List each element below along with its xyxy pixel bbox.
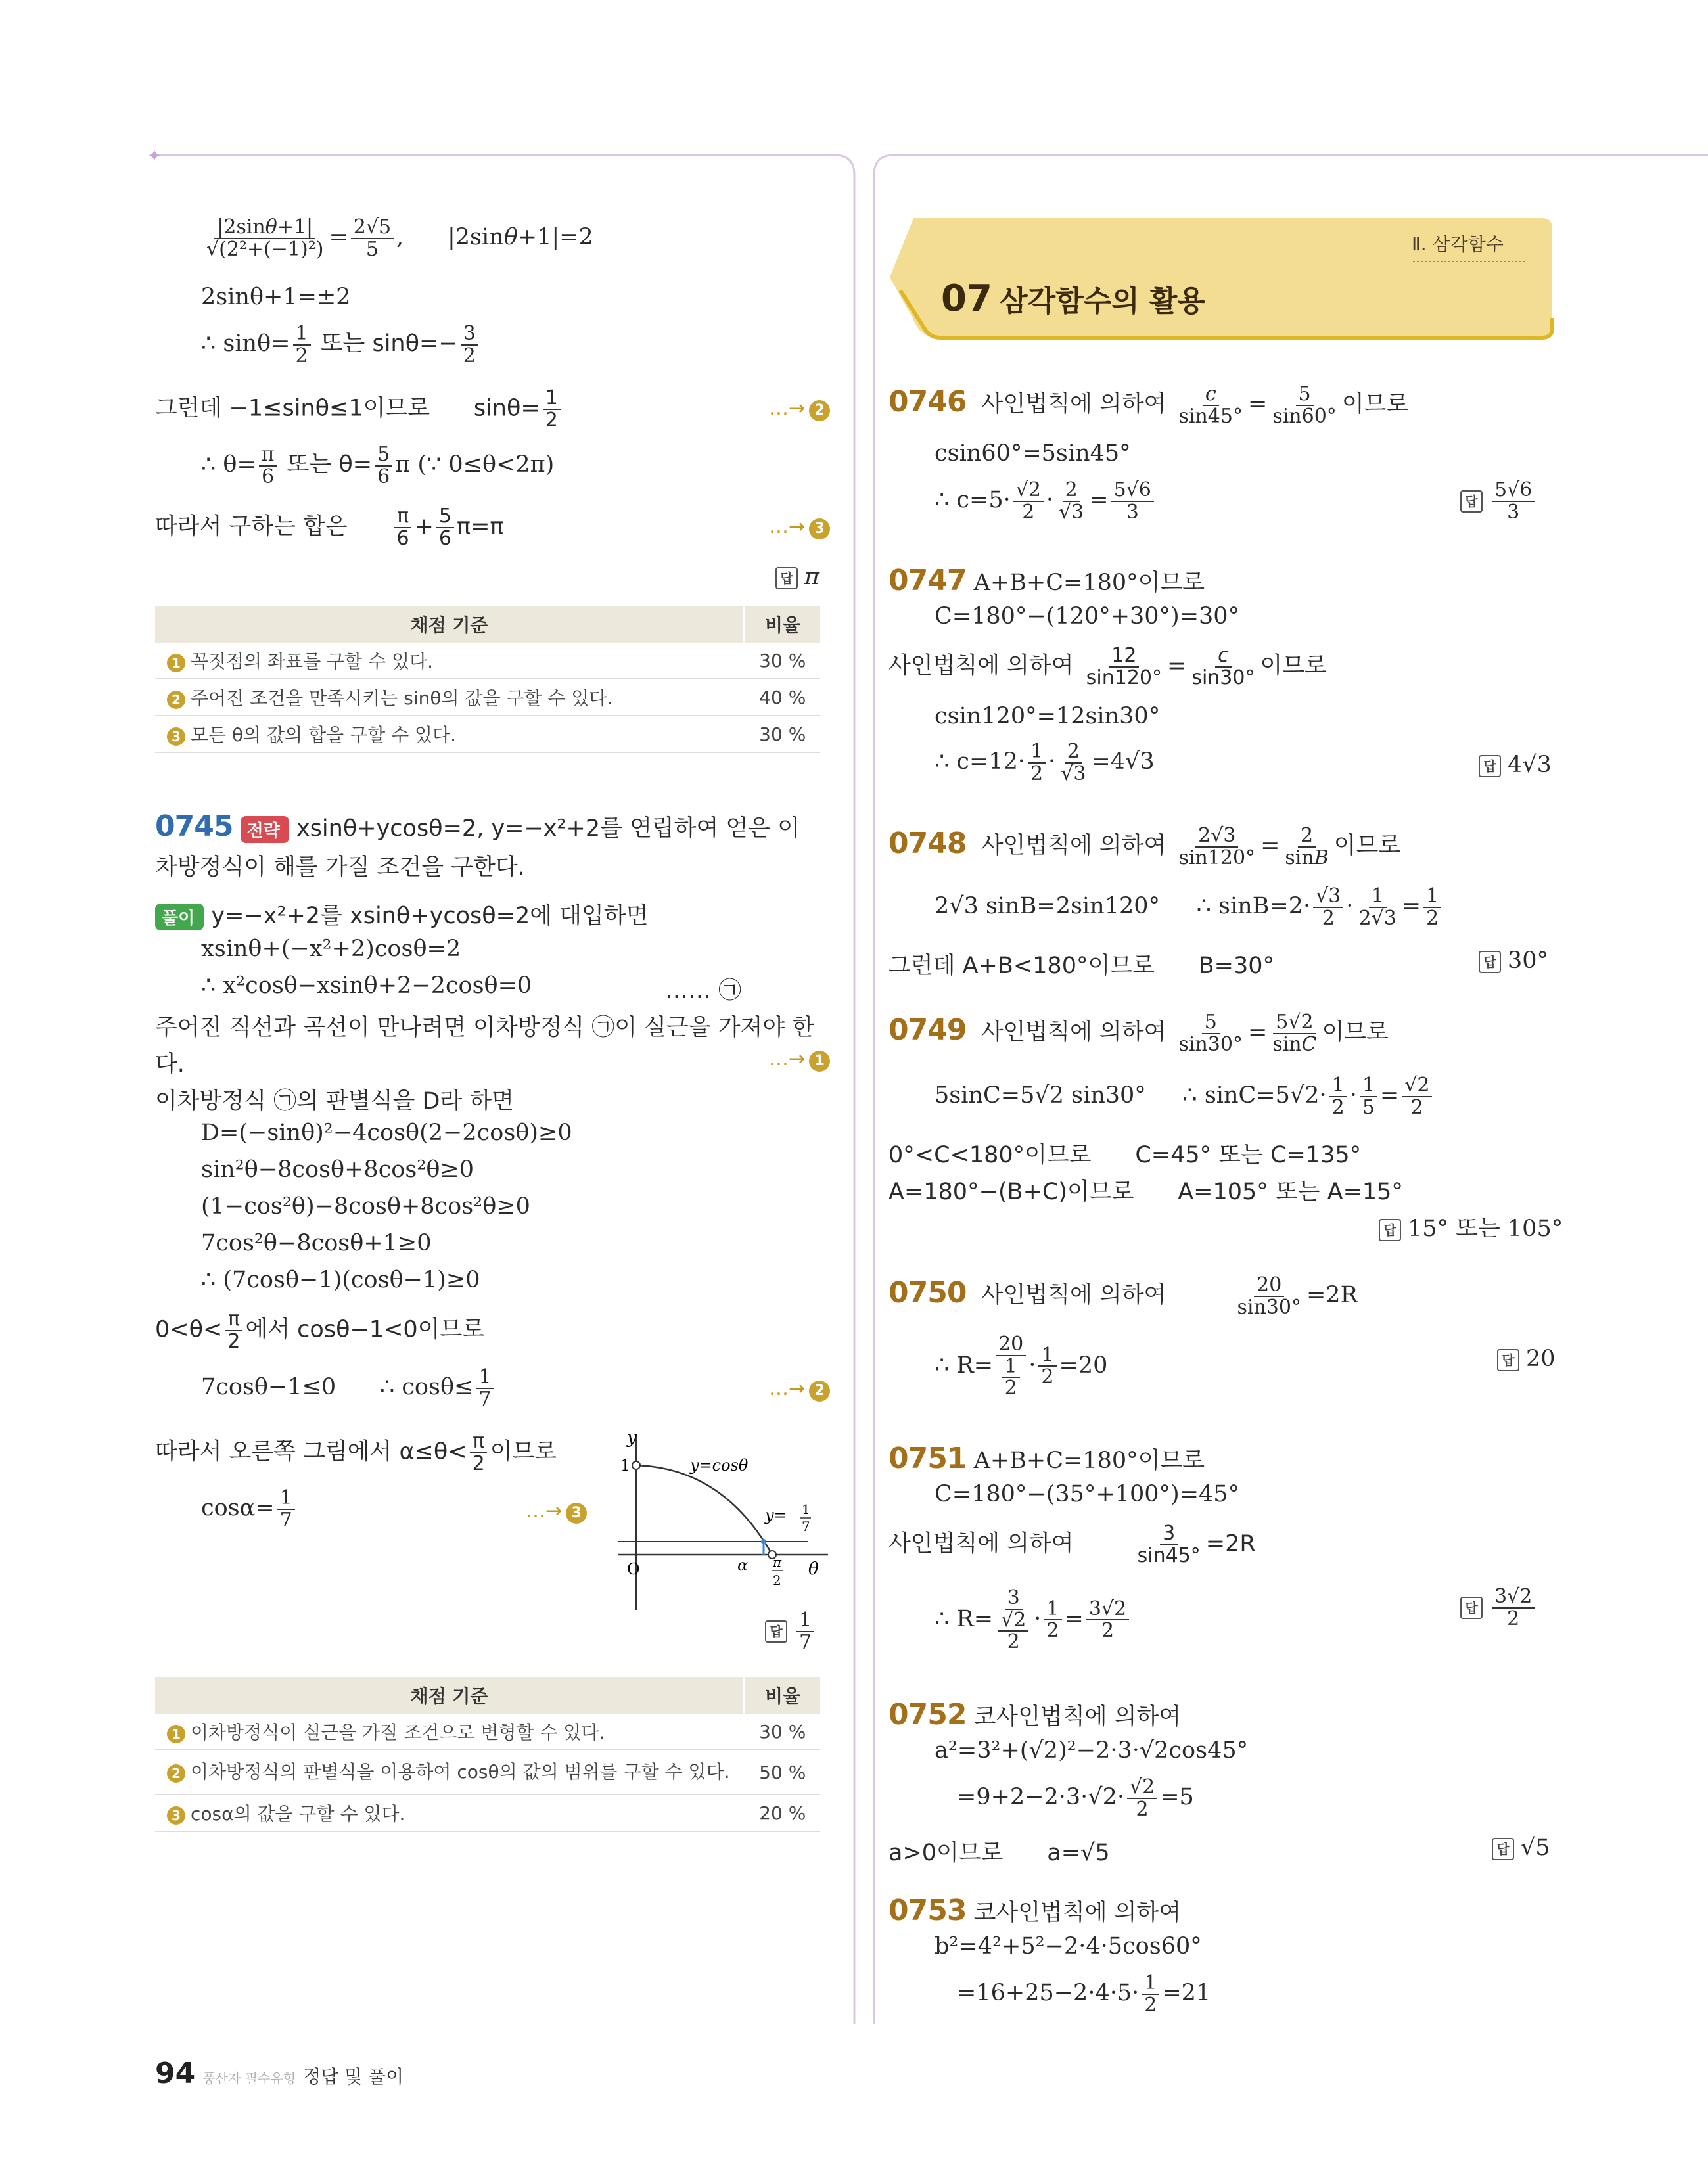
solution-line-10: 7cos²θ−8cosθ+1≥0 [201, 1230, 432, 1256]
alpha-label: α [737, 1556, 749, 1574]
answer-750: 답 20 [1497, 1346, 1556, 1372]
solution-line-7: D=(−sinθ)²−4cosθ(2−2cosθ)≥0 [201, 1120, 572, 1146]
solution-line-12: 0<θ< $\frac{\pi}{2}$ 에서 cosθ−1<0이므로 [155, 1308, 485, 1353]
step-marker-1: …→ 1 [769, 1047, 830, 1072]
step-line-5: ∴ θ= $\frac{\pi}{6}$ 또는 θ= $\frac{5}{6}$ π (∵ 0≤θ<2π) [201, 443, 555, 488]
problem-0751: 0751 A+B+C=180°이므로 [889, 1442, 1205, 1475]
answer-747: 답 4√3 [1479, 752, 1552, 778]
p749-line-4: A=180°−(B+C)이므로 A=105° 또는 A=15° [889, 1179, 1403, 1205]
problem-0746: 0746 사인법칙에 의하여 $\frac{c}{\sin 45^\circ}$ = $\frac{5}{\sin 60^\circ}$ 이므로 [889, 382, 1409, 428]
page-number: 94 [155, 2057, 196, 2090]
p751-line-4: ∴ R= $\frac{3}{\frac{√2}{2}}$ · $\frac{1}{2}$ = $\frac{3√2}{2}$ [935, 1588, 1132, 1653]
p747-line-2: C=180°−(120°+30°)=30° [935, 603, 1240, 629]
one-label: 1 [620, 1456, 631, 1475]
problem-0748: 0748 사인법칙에 의하여 $\frac{2√3}{\sin 120^\circ}$ = $\frac{2}{\sin B}$ 이므로 [889, 824, 1401, 869]
criteria-header: 채점 기준 [155, 1677, 745, 1714]
ratio-header: 비율 [745, 606, 821, 643]
line-label: y= [765, 1506, 787, 1524]
step-marker-2: …→ 2 [769, 397, 830, 421]
p750-line-2: ∴ R= $\frac{20}{\frac{1}{2}}$ · $\frac{1}{2}$ =20 [935, 1333, 1108, 1400]
problem-0753: 0753 코사인법칙에 의하여 [889, 1894, 1182, 1927]
solution-line-13: 7cosθ−1≤0 ∴ cosθ≤ $\frac{1}{7}$ [201, 1367, 496, 1409]
step-marker-2b: …→ 2 [769, 1377, 830, 1402]
chapter-label: Ⅱ. 삼각함수 [1412, 233, 1504, 255]
answer-749: 답 15° 또는 105° [1379, 1210, 1563, 1243]
strategy-line-2: 차방정식이 해를 가질 조건을 구한다. [155, 854, 525, 881]
answer-icon: 답 [1479, 755, 1501, 777]
problem-0745-header: 0745 전략 xsinθ+ycosθ=2, y=−x²+2를 연립하여 얻은 이 [155, 810, 800, 843]
solution-line-5: 다. [155, 1051, 185, 1078]
table-row: 2 이차방정식의 판별식을 이용하여 cosθ의 값의 범위를 구할 수 있다. 50 % [155, 1750, 820, 1795]
answer-751: 답 $\frac{3√2}{2}$ [1460, 1586, 1537, 1629]
p751-line-3: 사인법칙에 의하여 $\frac{3}{\sin 45^\circ}$ =2R [889, 1522, 1256, 1567]
book-name: 풍산자 필수유형 [202, 2070, 296, 2086]
criteria-header: 채점 기준 [155, 606, 745, 643]
answer-745: 답 $\frac{1}{7}$ [765, 1610, 817, 1653]
solution-line-6: 이차방정식 ㉠의 판별식을 D라 하면 [155, 1088, 514, 1114]
footer-label: 정답 및 풀이 [303, 2066, 404, 2088]
p747-line-3: 사인법칙에 의하여 $\frac{12}{\sin 120^\circ}$ = $\frac{c}{\sin 30^\circ}$ 이므로 [889, 644, 1327, 689]
two-label: 2 [773, 1572, 781, 1588]
problem-0749: 0749 사인법칙에 의하여 $\frac{5}{\sin 30^\circ}$ = $\frac{5√2}{\sin C}$ 이므로 [889, 1011, 1389, 1056]
p746-line-2: csin60°=5sin45° [935, 440, 1131, 467]
answer-icon: 답 [1460, 1597, 1483, 1619]
p749-line-2: 5sinC=5√2 sin30° ∴ sinC=5√2· $\frac{1}{2}$ · $\frac{1}{5}$ = $\frac{√2}{2}$ [935, 1075, 1435, 1118]
problem-0747: 0747 A+B+C=180°이므로 [889, 564, 1205, 597]
problem-0752: 0752 코사인법칙에 의하여 [889, 1698, 1182, 1731]
line-frac-num: 1 [802, 1501, 810, 1517]
p753-line-3: =16+25−2·4·5· $\frac{1}{2}$ =21 [957, 1971, 1211, 2017]
answer-icon: 답 [1479, 951, 1501, 973]
p752-line-4: a>0이므로 a=√5 [889, 1840, 1110, 1866]
solution-line-14: 따라서 오른쪽 그림에서 α≤θ< $\frac{\pi}{2}$ 이므로 [155, 1430, 557, 1475]
equation-tag: …… ㉠ [665, 978, 742, 1004]
answer-icon: 답 [775, 567, 798, 589]
answer-748: 답 30° [1479, 948, 1548, 974]
answer-icon: 답 [765, 1620, 787, 1643]
theta-label: θ [808, 1559, 819, 1579]
table-row: 2 주어진 조건을 만족시키는 sinθ의 값을 구할 수 있다. 40 % [155, 679, 820, 716]
answer-752: 답 √5 [1492, 1835, 1550, 1861]
cosine-graph [611, 1426, 835, 1616]
table-row: 1 꼭짓점의 좌표를 구할 수 있다. 30 % [155, 643, 820, 679]
step-line-4: 그런데 −1≤sinθ≤1이므로 sinθ= $\frac{1}{2}$ [155, 388, 563, 430]
scoring-table-1 [155, 606, 820, 753]
page-footer [155, 2057, 404, 2090]
solution-line-4: 주어진 직선과 곡선이 만나려면 이차방정식 ㉠이 실근을 가져야 한 [155, 1015, 815, 1041]
answer-icon: 답 [1460, 490, 1483, 513]
p746-line-3: ∴ c=5· $\frac{√2}{2}$ · $\frac{2}{√3}$ = $\frac{5√6}{3}$ [935, 480, 1157, 522]
p752-line-3: =9+2−2·3·√2· $\frac{√2}{2}$ =5 [957, 1775, 1194, 1821]
solution-line-8: sin²θ−8cosθ+8cos²θ≥0 [201, 1156, 474, 1183]
step-line-1: $\frac{|2\sin\theta+1|}{\text{√(2²+(−1)²)}}$ = $\frac{2√5}{5}$ , |2sinθ+1|=2 [206, 216, 593, 261]
point-0-1 [632, 1461, 640, 1469]
solution-line-11: ∴ (7cosθ−1)(cosθ−1)≥0 [201, 1267, 480, 1293]
p753-line-2: b²=4²+5²−2·4·5cos60° [935, 1933, 1202, 1959]
p752-line-2: a²=3²+(√2)²−2·3·√2cos45° [935, 1737, 1249, 1764]
p747-line-5: ∴ c=12· $\frac{1}{2}$ · $\frac{2}{√3}$ =4√3 [935, 740, 1155, 785]
p747-line-4: csin120°=12sin30° [935, 703, 1161, 729]
intersection-point [761, 1539, 766, 1544]
solution-line-3: ∴ x²cosθ−xsinθ+2−2cosθ=0 [201, 972, 532, 999]
solution-line-9: (1−cos²θ)−8cosθ+8cos²θ≥0 [201, 1193, 530, 1220]
step-marker-3b: …→ 3 [526, 1499, 587, 1524]
section-title: 07 삼각함수의 활용 [941, 277, 1205, 320]
svg-text:✦: ✦ [147, 147, 162, 166]
step-marker-3: …→ 3 [769, 515, 830, 539]
answer-icon: 답 [1497, 1349, 1519, 1371]
y-label: y [627, 1428, 637, 1448]
problem-0750: 0750 사인법칙에 의하여 $\frac{20}{\sin 30^\circ}$ =2R [889, 1273, 1358, 1319]
answer-icon: 답 [1492, 1838, 1514, 1860]
step-line-6: 따라서 구하는 합은 $\frac{\pi}{6}$ + $\frac{5}{6}$ π=π [155, 505, 504, 550]
table-row: 3 cosα의 값을 구할 수 있다. 20 % [155, 1795, 820, 1831]
answer-746: 답 $\frac{5√6}{3}$ [1460, 480, 1537, 522]
scoring-table-2 [155, 1677, 820, 1832]
p749-line-3: 0°<C<180°이므로 C=45° 또는 C=135° [889, 1142, 1362, 1168]
ratio-header: 비율 [745, 1677, 821, 1714]
solution-line-15: cosα= $\frac{1}{7}$ [201, 1488, 298, 1530]
step-line-3: ∴ sinθ= $\frac{1}{2}$ 또는 sinθ=− $\frac{3}{2}$ [201, 323, 481, 366]
table-row: 3 모든 θ의 값의 합을 구할 수 있다. 30 % [155, 716, 820, 752]
step-line-2: 2sinθ+1=±2 [201, 284, 351, 310]
line-frac-den: 7 [802, 1519, 810, 1534]
table-row: 1 이차방정식이 실근을 가질 조건으로 변형할 수 있다. 30 % [155, 1714, 820, 1750]
answer-744: 답 π [775, 564, 819, 590]
p751-line-2: C=180°−(35°+100°)=45° [935, 1481, 1240, 1507]
p748-line-3: 그런데 A+B<180°이므로 B=30° [889, 953, 1275, 979]
solution-line-2: xsinθ+(−x²+2)cosθ=2 [201, 936, 461, 962]
pi-label: π [773, 1554, 782, 1570]
answer-icon: 답 [1379, 1219, 1401, 1241]
curve-label: y=cosθ [690, 1456, 749, 1475]
origin-label: O [627, 1560, 640, 1578]
solution-line-1: 풀이 y=−x²+2를 xsinθ+ycosθ=2에 대입하면 [155, 898, 648, 930]
p748-line-2: 2√3 sinB=2sin120° ∴ sinB=2· $\frac{√3}{2}$ · $\frac{1}{2√3}$ = $\frac{1}{2}$ [935, 886, 1444, 928]
